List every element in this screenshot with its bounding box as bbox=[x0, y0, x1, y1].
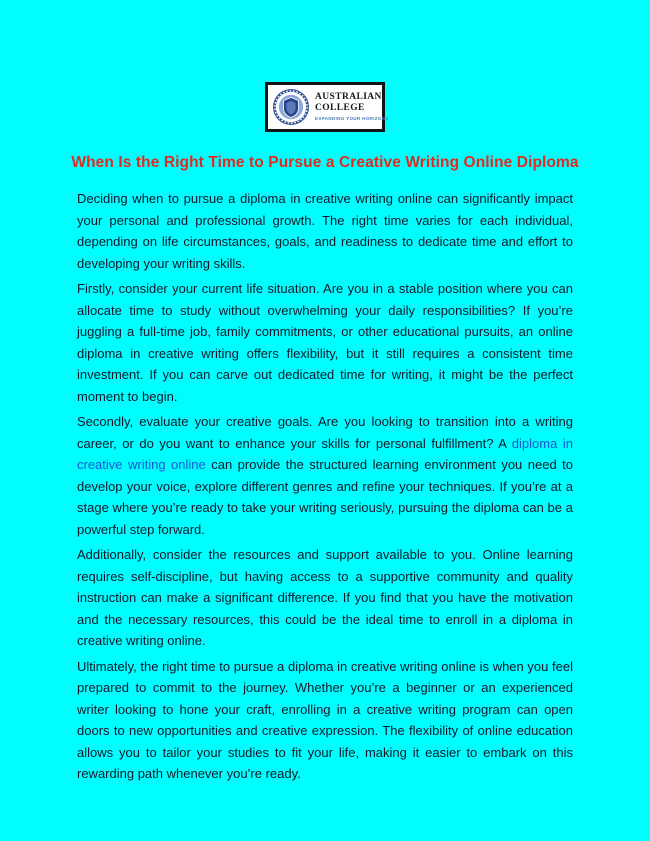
paragraph-5: Ultimately, the right time to pursue a diploma in creative writing online is when you feel prepared to commit to the journey. Whether you’re a beginner or an experienced writer looking to hone your craft, enrolling in a creative writing program can open doors to new opportunities and creative expression. The flexibility of online education allows you to tailor your studies to fit your life, making it easier to embark on this rewarding path whenever you’re ready. bbox=[77, 658, 573, 781]
paragraph-4: Additionally, consider the resources and support available to you. Online learning requires self-discipline, but having access to a supportive community and quality instruction can make a significant difference. If you find that you have the motivation and the necessary resources, this could be the ideal time to enroll in a diploma in creative writing online. bbox=[77, 547, 573, 648]
college-crest-icon bbox=[272, 88, 310, 126]
logo-text-block bbox=[315, 93, 389, 122]
article-body bbox=[77, 188, 573, 785]
paragraph-3 bbox=[77, 411, 573, 540]
paragraph-2: Firstly, consider your current life situation. Are you in a stable position where you can allocate time to study without overwhelming your daily responsibilities? If you’re juggling a full-time job, family commitments, or other educational pursuits, an online diploma in creative writing offers flexibility, but it still requires a consistent time investment. If you can carve out dedicated time for writing, it might be the perfect moment to begin. bbox=[77, 281, 573, 404]
logo-name-line1: AUSTRALIAN bbox=[315, 91, 382, 102]
diploma-in-creative-writing-online-link[interactable]: diploma in creative writing online bbox=[77, 435, 573, 472]
college-logo bbox=[265, 82, 389, 132]
paragraph-3-before-link: Secondly, evaluate your creative goals. Are you looking to transition into a writing career, or do you want to enhance your skills for personal fulfillment? A bbox=[77, 414, 573, 451]
paragraph-1: Deciding when to pursue a diploma in creative writing online can significantly impact your personal and professional growth. The right time varies for each individual, depending on life circumstances, goals, and readiness to dedicate time and effort to developing your writing skills. bbox=[77, 191, 573, 271]
page-title: When Is the Right Time to Pursue a Creative Writing Online Diploma bbox=[71, 154, 579, 171]
logo-tagline: EXPANDING YOUR HORIZONS bbox=[315, 115, 389, 121]
paragraph-3-after-link: can provide the structured learning environment you need to develop your voice, explore different genres and refine your techniques. If you’re at a stage where you’re ready to take your writing seriously, pursuing the diploma can be a powerful step forward. bbox=[77, 457, 573, 537]
logo-name-line2: COLLEGE bbox=[315, 103, 365, 114]
logo-row bbox=[0, 0, 650, 132]
